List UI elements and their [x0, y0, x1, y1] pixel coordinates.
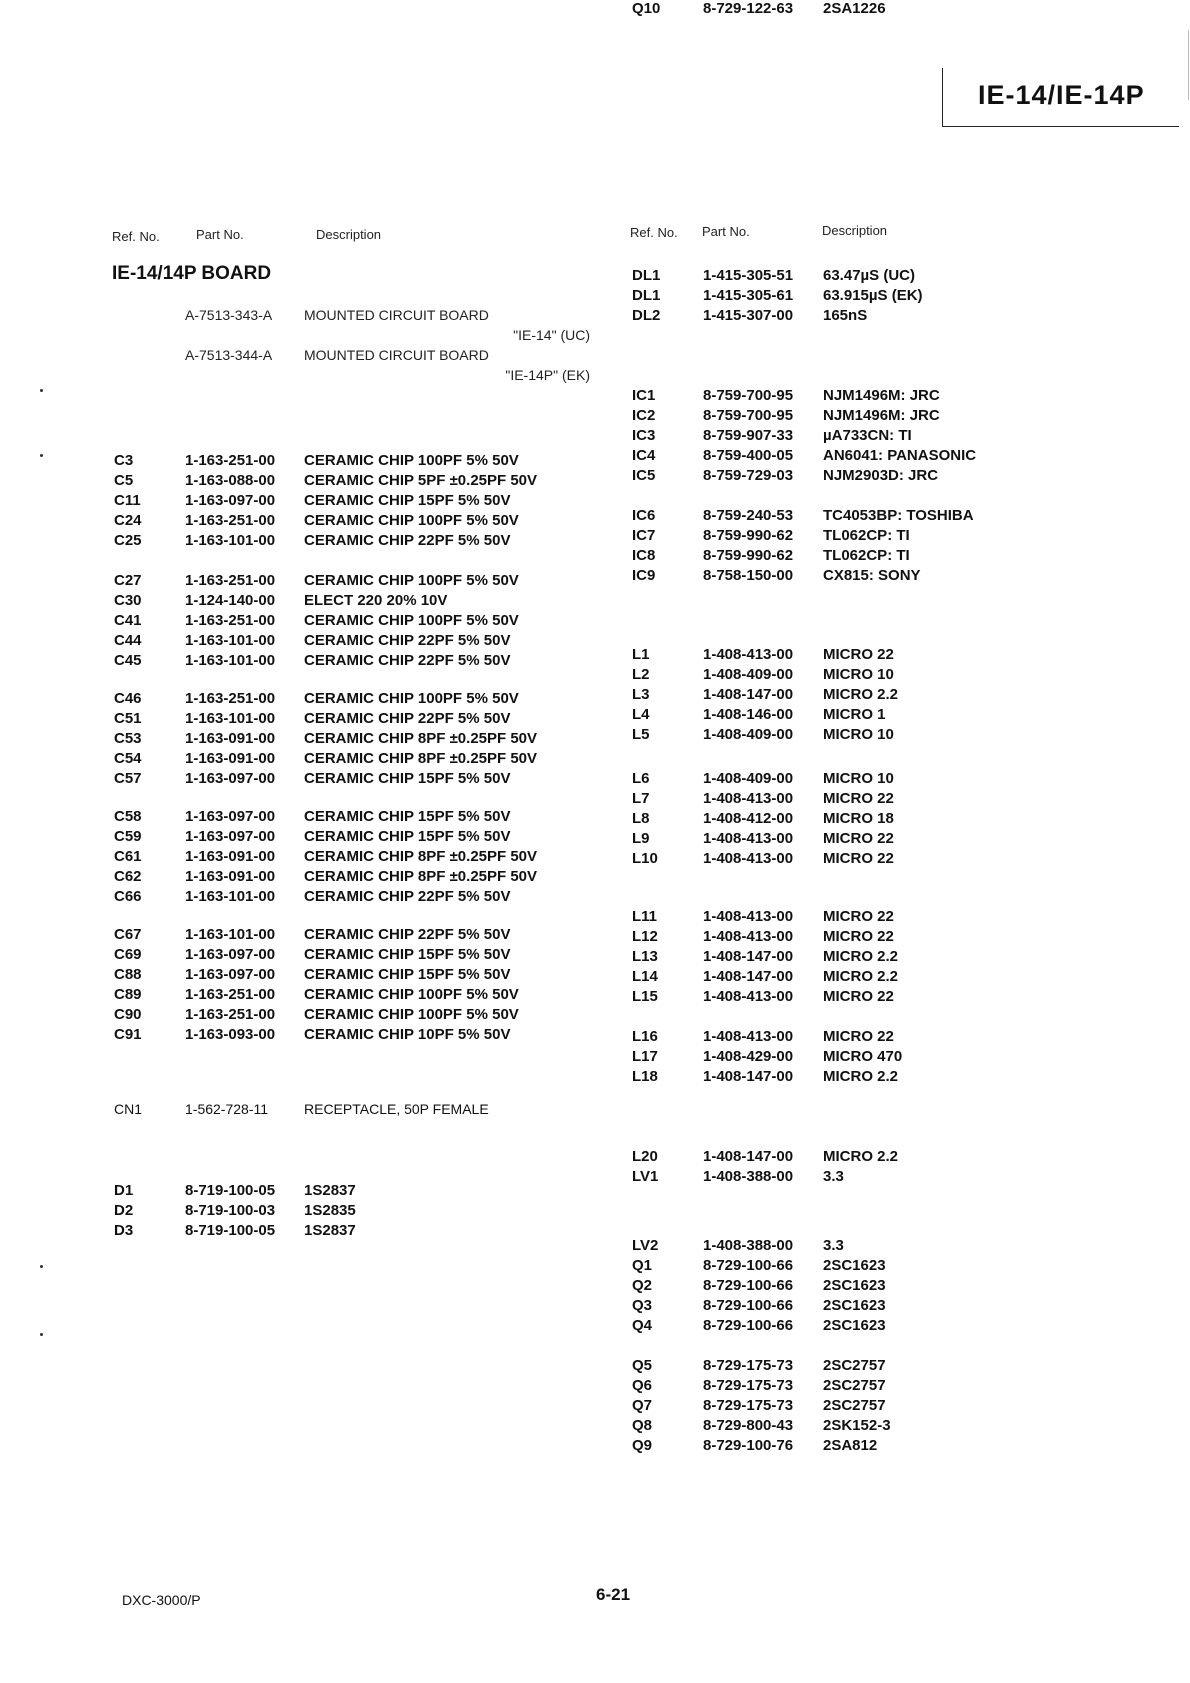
part-ref: L6: [632, 770, 650, 787]
part-part: 1-163-101-00: [185, 532, 276, 549]
part-part: 1-408-413-00: [703, 830, 794, 847]
part-ref: C61: [114, 848, 142, 865]
part-part: 1-415-305-51: [703, 267, 794, 284]
part-part: 1-163-097-00: [185, 770, 276, 787]
part-desc: CERAMIC CHIP 100PF 5% 50V: [304, 452, 519, 469]
part-desc: MICRO 22: [823, 646, 894, 663]
part-part: 1-408-146-00: [703, 706, 794, 723]
part-desc: 2SC1623: [823, 1297, 886, 1314]
part-part: 8-759-700-95: [703, 407, 794, 424]
part-part: 8-719-100-05: [185, 1222, 276, 1239]
part-desc: CERAMIC CHIP 100PF 5% 50V: [304, 1006, 519, 1023]
part-ref: DL1: [632, 267, 661, 284]
part-part: 1-408-429-00: [703, 1048, 794, 1065]
part-desc: CX815: SONY: [823, 567, 921, 584]
part-ref: IC5: [632, 467, 656, 484]
part-ref: L16: [632, 1028, 658, 1045]
part-ref: D2: [114, 1202, 134, 1219]
part-part: 1-163-097-00: [185, 966, 276, 983]
left-header-desc: Description: [316, 227, 382, 242]
part-part: 1-408-147-00: [703, 1068, 794, 1085]
part-ref: C24: [114, 512, 142, 529]
part-desc: MICRO 22: [823, 790, 894, 807]
part-part: 8-759-400-05: [703, 447, 794, 464]
footer-model: DXC-3000/P: [122, 1592, 201, 1608]
mounted-part: A-7513-343-A: [185, 307, 273, 323]
part-desc: MICRO 2.2: [823, 1068, 899, 1085]
scan-dot: [40, 454, 43, 457]
part-ref: Q7: [632, 1397, 653, 1414]
part-desc: CERAMIC CHIP 8PF ±0.25PF 50V: [304, 848, 538, 865]
model-title: IE-14/IE-14P: [978, 80, 1145, 110]
part-part: 1-163-101-00: [185, 926, 276, 943]
part-ref: L3: [632, 686, 650, 703]
part-part: 1-163-088-00: [185, 472, 276, 489]
part-desc: 1S2837: [304, 1222, 356, 1239]
part-desc: 2SC2757: [823, 1357, 886, 1374]
scan-dot: [40, 1333, 43, 1336]
part-part: 8-758-150-00: [703, 567, 794, 584]
part-part: 8-759-700-95: [703, 387, 794, 404]
part-ref: L18: [632, 1068, 658, 1085]
part-part: 1-163-101-00: [185, 710, 276, 727]
part-ref: Q5: [632, 1357, 653, 1374]
part-part: 8-729-175-73: [703, 1397, 794, 1414]
part-part: 1-163-101-00: [185, 652, 276, 669]
part-ref: Q1: [632, 1257, 653, 1274]
part-ref: Q6: [632, 1377, 653, 1394]
part-ref: C88: [114, 966, 142, 983]
part-desc: CERAMIC CHIP 100PF 5% 50V: [304, 612, 519, 629]
part-part: 1-408-388-00: [703, 1168, 794, 1185]
part-desc: MICRO 10: [823, 770, 894, 787]
part-ref: IC2: [632, 407, 656, 424]
part-ref: Q4: [632, 1317, 653, 1334]
part-part: 8-729-175-73: [703, 1377, 794, 1394]
part-ref: Q2: [632, 1277, 653, 1294]
part-desc: 165nS: [823, 307, 868, 324]
part-part: 8-759-907-33: [703, 427, 794, 444]
part-desc: 2SA1226: [823, 0, 886, 17]
part-part: 1-408-412-00: [703, 810, 794, 827]
part-part: 1-408-413-00: [703, 988, 794, 1005]
part-part: 1-408-147-00: [703, 1148, 794, 1165]
part-part: 1-163-251-00: [185, 986, 276, 1003]
part-ref: C69: [114, 946, 142, 963]
part-part: 1-163-251-00: [185, 452, 276, 469]
part-desc: CERAMIC CHIP 8PF ±0.25PF 50V: [304, 868, 538, 885]
part-desc: 3.3: [823, 1168, 844, 1185]
part-desc: 2SA812: [823, 1437, 878, 1454]
part-ref: C11: [114, 492, 141, 509]
part-ref: C66: [114, 888, 142, 905]
part-ref: L15: [632, 988, 658, 1005]
part-part: 1-408-409-00: [703, 666, 794, 683]
part-desc: AN6041: PANASONIC: [823, 447, 977, 464]
part-ref: IC9: [632, 567, 656, 584]
part-desc: CERAMIC CHIP 22PF 5% 50V: [304, 888, 511, 905]
part-part: 1-562-728-11: [185, 1101, 269, 1117]
part-part: 8-719-100-03: [185, 1202, 276, 1219]
part-part: 1-415-307-00: [703, 307, 794, 324]
part-desc: MICRO 2.2: [823, 1148, 899, 1165]
part-part: 1-163-251-00: [185, 512, 276, 529]
part-desc: CERAMIC CHIP 8PF ±0.25PF 50V: [304, 750, 538, 767]
part-ref: Q9: [632, 1437, 653, 1454]
part-ref: L12: [632, 928, 658, 945]
part-ref: C46: [114, 690, 142, 707]
part-desc: CERAMIC CHIP 15PF 5% 50V: [304, 808, 511, 825]
part-desc: MICRO 2.2: [823, 948, 899, 965]
part-ref: Q8: [632, 1417, 653, 1434]
part-part: 8-759-990-62: [703, 547, 794, 564]
part-ref: C30: [114, 592, 142, 609]
part-ref: C89: [114, 986, 142, 1003]
part-part: 1-408-388-00: [703, 1237, 794, 1254]
part-ref: D1: [114, 1182, 134, 1199]
left-header-part: Part No.: [196, 227, 244, 242]
part-part: 8-729-100-66: [703, 1297, 794, 1314]
part-desc: CERAMIC CHIP 100PF 5% 50V: [304, 512, 519, 529]
part-desc: MICRO 22: [823, 1028, 894, 1045]
right-header-ref: Ref. No.: [630, 225, 678, 240]
part-part: 1-124-140-00: [185, 592, 276, 609]
part-ref: LV1: [632, 1168, 659, 1185]
part-ref: C44: [114, 632, 142, 649]
part-desc: CERAMIC CHIP 22PF 5% 50V: [304, 632, 511, 649]
part-ref: L7: [632, 790, 650, 807]
part-ref: LV2: [632, 1237, 659, 1254]
part-desc: MICRO 2.2: [823, 686, 899, 703]
part-part: 1-163-091-00: [185, 868, 276, 885]
part-ref: L1: [632, 646, 650, 663]
part-part: 1-408-413-00: [703, 850, 794, 867]
part-ref: DL1: [632, 287, 661, 304]
part-ref: L2: [632, 666, 650, 683]
part-desc: TL062CP: TI: [823, 527, 910, 544]
part-ref: C90: [114, 1006, 142, 1023]
part-part: 1-163-097-00: [185, 828, 276, 845]
part-desc: CERAMIC CHIP 100PF 5% 50V: [304, 986, 519, 1003]
part-desc: TC4053BP: TOSHIBA: [823, 507, 974, 524]
mounted-note: "IE-14P" (EK): [505, 367, 590, 383]
part-part: 1-408-147-00: [703, 968, 794, 985]
part-part: 1-163-101-00: [185, 632, 276, 649]
part-ref: C58: [114, 808, 142, 825]
part-ref: IC7: [632, 527, 656, 544]
part-ref: L11: [632, 908, 658, 925]
part-desc: MICRO 470: [823, 1048, 903, 1065]
part-part: 1-163-251-00: [185, 572, 276, 589]
part-ref: C3: [114, 452, 134, 469]
part-part: 8-759-990-62: [703, 527, 794, 544]
part-desc: NJM1496M: JRC: [823, 407, 940, 424]
part-desc: 2SC1623: [823, 1257, 886, 1274]
part-desc: CERAMIC CHIP 22PF 5% 50V: [304, 926, 511, 943]
part-desc: MICRO 22: [823, 988, 894, 1005]
scan-dot: [40, 1265, 43, 1268]
part-ref: C57: [114, 770, 142, 787]
part-ref: C45: [114, 652, 142, 669]
part-ref: C67: [114, 926, 142, 943]
part-part: 1-163-091-00: [185, 750, 276, 767]
part-desc: MICRO 2.2: [823, 968, 899, 985]
part-part: 1-163-091-00: [185, 730, 276, 747]
part-part: 1-408-409-00: [703, 770, 794, 787]
part-ref: C91: [114, 1026, 142, 1043]
part-ref: Q3: [632, 1297, 653, 1314]
part-desc: MICRO 22: [823, 928, 894, 945]
scan-dot: [40, 389, 43, 392]
right-header-part: Part No.: [702, 224, 750, 239]
left-header-ref: Ref. No.: [112, 229, 160, 244]
part-ref: L13: [632, 948, 658, 965]
part-ref: C53: [114, 730, 142, 747]
part-desc: ELECT 220 20% 10V: [304, 592, 448, 609]
part-part: 8-729-175-73: [703, 1357, 794, 1374]
part-part: 8-729-122-63: [703, 0, 794, 17]
part-desc: MICRO 18: [823, 810, 894, 827]
part-desc: MICRO 1: [823, 706, 886, 723]
part-ref: C27: [114, 572, 142, 589]
part-ref: L4: [632, 706, 650, 723]
part-part: 8-729-100-76: [703, 1437, 794, 1454]
part-ref: L20: [632, 1148, 658, 1165]
part-desc: NJM2903D: JRC: [823, 467, 939, 484]
part-desc: CERAMIC CHIP 8PF ±0.25PF 50V: [304, 730, 538, 747]
part-ref: CN1: [114, 1101, 143, 1117]
part-ref: L9: [632, 830, 650, 847]
part-desc: RECEPTACLE, 50P FEMALE: [304, 1101, 489, 1117]
part-desc: CERAMIC CHIP 15PF 5% 50V: [304, 946, 511, 963]
part-ref: C62: [114, 868, 142, 885]
part-part: 8-729-100-66: [703, 1257, 794, 1274]
part-ref: IC6: [632, 507, 656, 524]
part-part: 1-163-101-00: [185, 888, 276, 905]
part-desc: CERAMIC CHIP 22PF 5% 50V: [304, 652, 511, 669]
part-part: 1-408-413-00: [703, 928, 794, 945]
part-desc: MICRO 22: [823, 850, 894, 867]
part-part: 8-759-729-03: [703, 467, 794, 484]
part-ref: C41: [114, 612, 142, 629]
part-desc: CERAMIC CHIP 100PF 5% 50V: [304, 690, 519, 707]
scan-edge-line: [1188, 30, 1189, 100]
part-ref: C51: [114, 710, 142, 727]
part-part: 8-729-100-66: [703, 1277, 794, 1294]
part-part: 1-408-409-00: [703, 726, 794, 743]
mounted-part: A-7513-344-A: [185, 347, 273, 363]
part-part: 1-408-413-00: [703, 908, 794, 925]
part-desc: MICRO 10: [823, 666, 894, 683]
part-desc: 2SK152-3: [823, 1417, 891, 1434]
part-ref: DL2: [632, 307, 661, 324]
part-part: 1-408-413-00: [703, 646, 794, 663]
part-desc: CERAMIC CHIP 10PF 5% 50V: [304, 1026, 511, 1043]
part-desc: 63.915µS (EK): [823, 287, 923, 304]
part-desc: CERAMIC CHIP 15PF 5% 50V: [304, 492, 511, 509]
part-part: 1-163-093-00: [185, 1026, 276, 1043]
part-desc: MICRO 22: [823, 830, 894, 847]
board-title: IE-14/14P BOARD: [112, 263, 272, 284]
part-desc: CERAMIC CHIP 5PF ±0.25PF 50V: [304, 472, 538, 489]
part-desc: NJM1496M: JRC: [823, 387, 940, 404]
part-part: 1-408-147-00: [703, 948, 794, 965]
part-desc: TL062CP: TI: [823, 547, 910, 564]
part-part: 1-163-251-00: [185, 612, 276, 629]
mounted-desc: MOUNTED CIRCUIT BOARD: [304, 307, 489, 323]
part-part: 8-719-100-05: [185, 1182, 276, 1199]
part-desc: CERAMIC CHIP 22PF 5% 50V: [304, 710, 511, 727]
part-desc: CERAMIC CHIP 100PF 5% 50V: [304, 572, 519, 589]
part-ref: C25: [114, 532, 142, 549]
part-part: 1-163-251-00: [185, 690, 276, 707]
part-desc: 1S2837: [304, 1182, 356, 1199]
part-part: 8-729-100-66: [703, 1317, 794, 1334]
part-part: 1-163-097-00: [185, 492, 276, 509]
part-part: 8-729-800-43: [703, 1417, 794, 1434]
part-part: 1-415-305-61: [703, 287, 794, 304]
part-desc: µA733CN: TI: [823, 427, 912, 444]
part-desc: CERAMIC CHIP 15PF 5% 50V: [304, 770, 511, 787]
part-part: 1-163-091-00: [185, 848, 276, 865]
part-desc: 3.3: [823, 1237, 844, 1254]
part-part: 1-408-147-00: [703, 686, 794, 703]
part-desc: 2SC2757: [823, 1397, 886, 1414]
part-part: 8-759-240-53: [703, 507, 794, 524]
part-part: 1-163-097-00: [185, 946, 276, 963]
part-desc: CERAMIC CHIP 22PF 5% 50V: [304, 532, 511, 549]
page-number: 6-21: [596, 1585, 631, 1604]
part-desc: 2SC1623: [823, 1317, 886, 1334]
part-desc: MICRO 22: [823, 908, 894, 925]
part-part: 1-163-251-00: [185, 1006, 276, 1023]
part-desc: MICRO 10: [823, 726, 894, 743]
part-ref: C5: [114, 472, 134, 489]
part-desc: CERAMIC CHIP 15PF 5% 50V: [304, 828, 511, 845]
part-ref: L14: [632, 968, 658, 985]
part-desc: 1S2835: [304, 1202, 356, 1219]
part-ref: L8: [632, 810, 650, 827]
mounted-desc: MOUNTED CIRCUIT BOARD: [304, 347, 489, 363]
part-ref: L5: [632, 726, 650, 743]
part-ref: Q10: [632, 0, 661, 17]
part-ref: L10: [632, 850, 658, 867]
part-desc: 2SC2757: [823, 1377, 886, 1394]
part-ref: IC4: [632, 447, 656, 464]
part-part: 1-408-413-00: [703, 790, 794, 807]
part-ref: IC3: [632, 427, 656, 444]
part-ref: IC8: [632, 547, 656, 564]
mounted-note: "IE-14" (UC): [513, 327, 590, 343]
part-part: 1-163-097-00: [185, 808, 276, 825]
part-ref: L17: [632, 1048, 658, 1065]
part-ref: IC1: [632, 387, 656, 404]
part-part: 1-408-413-00: [703, 1028, 794, 1045]
part-ref: C54: [114, 750, 142, 767]
part-desc: 63.47µS (UC): [823, 267, 916, 284]
right-header-desc: Description: [822, 223, 888, 238]
part-desc: CERAMIC CHIP 15PF 5% 50V: [304, 966, 511, 983]
part-ref: D3: [114, 1222, 134, 1239]
part-ref: C59: [114, 828, 142, 845]
part-desc: 2SC1623: [823, 1277, 886, 1294]
